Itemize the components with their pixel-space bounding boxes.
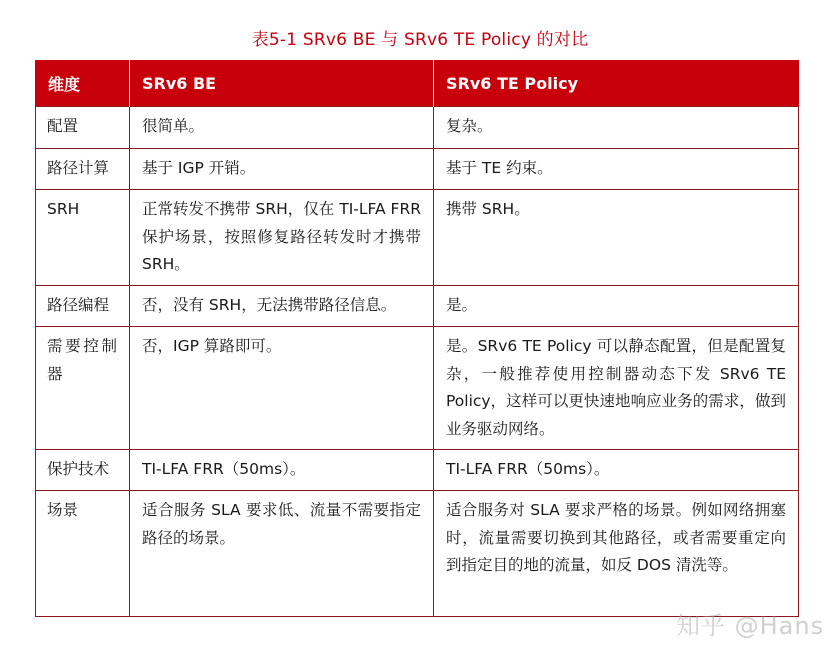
comparison-table [35, 60, 799, 617]
watermark: 知乎 @Hans [676, 612, 825, 640]
cell-be: 正常转发不携带 SRH，仅在 TI-LFA FRR 保护场景，按照修复路径转发时才携带 SRH。 [130, 190, 434, 286]
cell-te: 适合服务对 SLA 要求严格的场景。例如网络拥塞时，流量需要切换到其他路径，或者需要重定向到指定目的地的流量，如反 DOS 清洗等。 [434, 491, 799, 617]
cell-be: 基于 IGP 开销。 [130, 149, 434, 190]
table-header-row [36, 60, 799, 107]
cell-te: 携带 SRH。 [434, 190, 799, 286]
table-row [36, 450, 799, 491]
header-dimension: 维度 [36, 60, 130, 107]
table-row [36, 286, 799, 327]
table-caption: 表5-1 SRv6 BE 与 SRv6 TE Policy 的对比 [251, 30, 589, 50]
cell-be: 很简单。 [130, 107, 434, 149]
table-row [36, 491, 799, 617]
cell-be: 否，IGP 算路即可。 [130, 327, 434, 450]
cell-te: 是。 [434, 286, 799, 327]
header-srv6-be: SRv6 BE [130, 60, 434, 107]
cell-dimension: 保护技术 [36, 450, 130, 491]
cell-te: 复杂。 [434, 107, 799, 149]
cell-dimension: 场景 [36, 491, 130, 617]
table-row [36, 190, 799, 286]
cell-dimension: 配置 [36, 107, 130, 149]
cell-te: 基于 TE 约束。 [434, 149, 799, 190]
cell-te: 是。SRv6 TE Policy 可以静态配置，但是配置复杂，一般推荐使用控制器动态下发 SRv6 TE Policy，这样可以更快速地响应业务的需求，做到业务驱动网络。 [434, 327, 799, 450]
cell-be: TI-LFA FRR（50ms）。 [130, 450, 434, 491]
cell-dimension: 路径计算 [36, 149, 130, 190]
cell-dimension: SRH [36, 190, 130, 286]
header-srv6-te-policy: SRv6 TE Policy [434, 60, 799, 107]
table-row [36, 327, 799, 450]
cell-be: 适合服务 SLA 要求低、流量不需要指定路径的场景。 [130, 491, 434, 617]
cell-dimension: 需要控制器 [36, 327, 130, 450]
table-row [36, 107, 799, 149]
cell-be: 否，没有 SRH，无法携带路径信息。 [130, 286, 434, 327]
cell-dimension: 路径编程 [36, 286, 130, 327]
cell-te: TI-LFA FRR（50ms）。 [434, 450, 799, 491]
table-row [36, 149, 799, 190]
